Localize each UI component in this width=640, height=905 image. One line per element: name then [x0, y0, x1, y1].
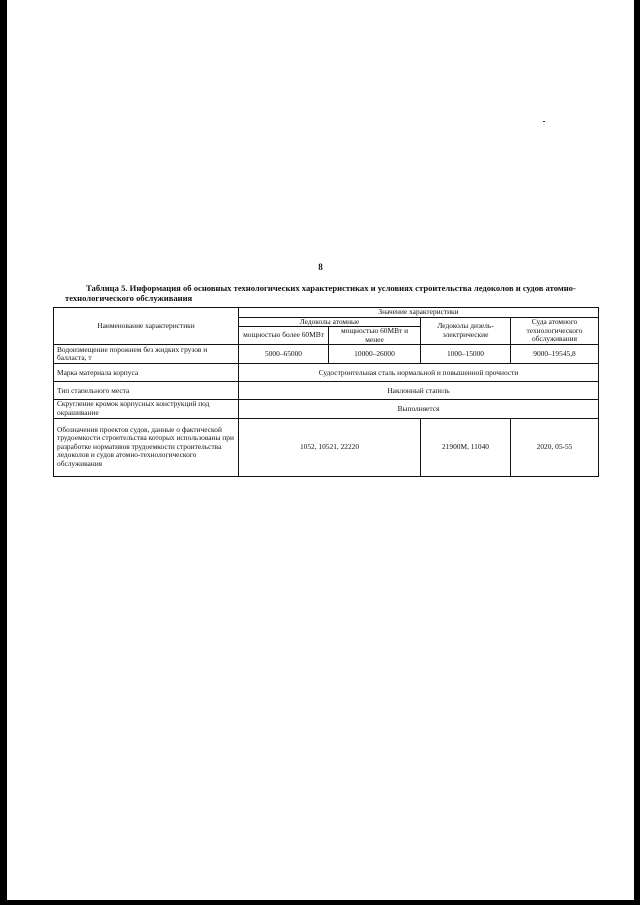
row-label: Скругление кромок корпусных конструкций под окрашивание — [54, 400, 239, 418]
header-service: Суда атомного технологического обслуживания — [511, 317, 599, 345]
table-cell: 21900М, 11040 — [421, 418, 511, 476]
page-number: 8 — [318, 262, 323, 272]
table-cell-merged: Наклонный стапель — [239, 382, 599, 400]
header-nuclear-group: Ледоколы атомные — [239, 317, 421, 327]
table-row — [54, 400, 599, 418]
table-row — [54, 382, 599, 400]
table-row — [54, 364, 599, 382]
table-cell-merged: 1052, 10521, 22220 — [239, 418, 421, 476]
row-label: Водоизмещение порожнем без жидких грузов и балласта, т — [54, 345, 239, 364]
header-value-group: Значение характеристики — [239, 308, 599, 318]
header-row-1 — [54, 308, 599, 318]
table-row — [54, 345, 599, 364]
table-cell: 10000–26000 — [329, 345, 421, 364]
row-label: Обозначения проектов судов, данные о фактической трудоемкости строительства которых использованы при разработке нормативов трудоемкости строительства ледоколов и судов атомно-технологического обслуживания — [54, 418, 239, 476]
table-cell: 1000–15000 — [421, 345, 511, 364]
table-cell: 2020, 05-55 — [511, 418, 599, 476]
document-page — [7, 0, 634, 900]
scan-speck — [543, 121, 545, 122]
table-cell-merged: Выполняется — [239, 400, 599, 418]
table-caption: Таблица 5. Информация об основных технологических характеристиках и условиях строительства ледоколов и судов атомно-технологического обслуживания — [65, 283, 576, 303]
header-over60: мощностью более 60МВт — [239, 327, 329, 345]
header-under60: мощностью 60МВт и менее — [329, 327, 421, 345]
table-row — [54, 418, 599, 476]
row-label: Марка материала корпуса — [54, 364, 239, 382]
header-diesel: Ледоколы дизель-электрические — [421, 317, 511, 345]
table-cell-merged: Судостроительная сталь нормальной и повышенной прочности — [239, 364, 599, 382]
characteristics-table — [53, 307, 599, 477]
table-cell: 9000–19545,8 — [511, 345, 599, 364]
table-cell: 5000–65000 — [239, 345, 329, 364]
row-label: Тип стапельного места — [54, 382, 239, 400]
header-name-column: Наименование характеристики — [54, 308, 239, 345]
